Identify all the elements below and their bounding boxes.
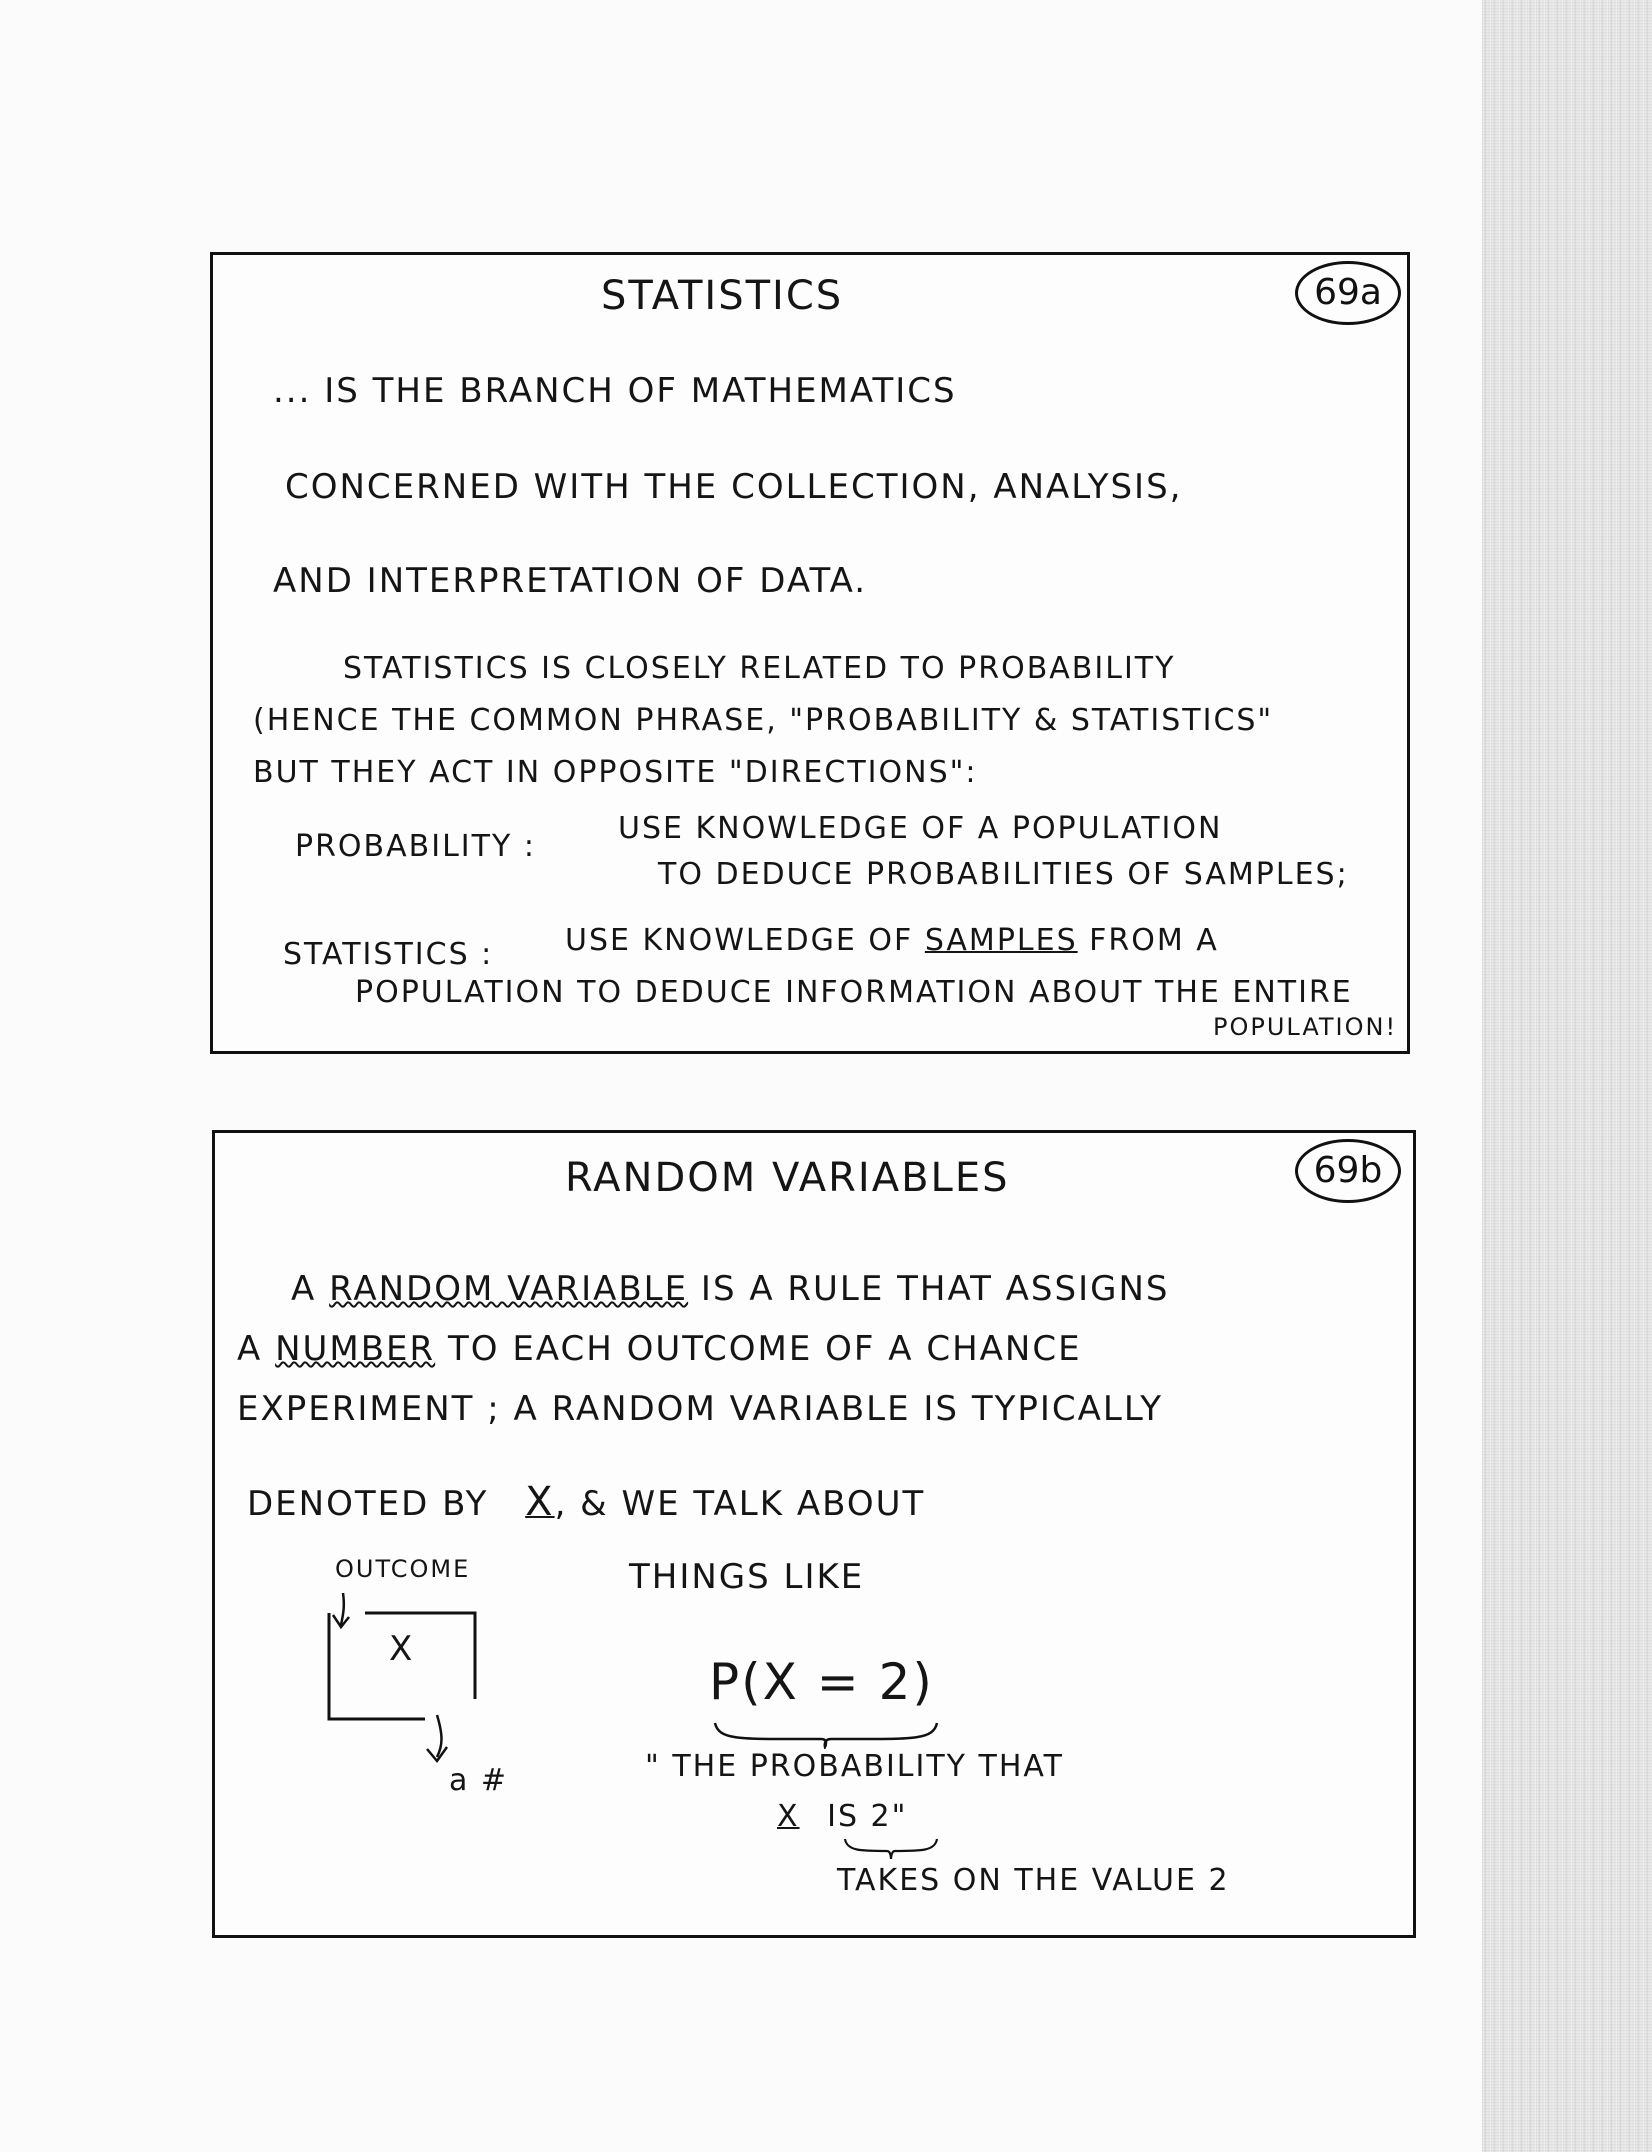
number-term: NUMBER — [275, 1329, 436, 1369]
statistics-line-1-pre: USE KNOWLEDGE OF — [565, 923, 914, 958]
definition-line-3: AND INTERPRETATION OF DATA. — [273, 561, 868, 601]
rv-line-2-pre: A — [237, 1329, 263, 1369]
rv-mapping-diagram — [315, 1585, 535, 1775]
quote-is-2: IS 2 — [827, 1799, 892, 1834]
probability-line-2: TO DEDUCE PROBABILITIES OF SAMPLES; — [658, 857, 1349, 892]
formula-brace — [711, 1719, 941, 1749]
random-variable-term: RANDOM VARIABLE — [329, 1269, 689, 1309]
probability-line-1: USE KNOWLEDGE OF A POPULATION — [618, 811, 1223, 846]
note-card-random-variables — [212, 1130, 1416, 1938]
diagram-x-symbol: X — [389, 1629, 415, 1669]
card-number-badge: 69a — [1295, 261, 1401, 325]
outcome-label: OUTCOME — [335, 1555, 471, 1583]
scan-edge-noise — [1482, 0, 1652, 2152]
note-card-statistics — [210, 252, 1410, 1054]
samples-underlined: SAMPLES — [924, 923, 1078, 958]
rv-line-4-post: , & WE TALK ABOUT — [554, 1484, 926, 1524]
statistics-line-1-post: FROM A — [1089, 923, 1219, 958]
rv-line-1 — [291, 1269, 1170, 1309]
rv-line-3: EXPERIMENT ; A RANDOM VARIABLE IS TYPICALLY — [237, 1389, 1164, 1429]
rv-line-2-post: TO EACH OUTCOME OF A CHANCE — [447, 1329, 1082, 1369]
result-number-label: a # — [449, 1763, 509, 1798]
quote-line-2 — [777, 1799, 907, 1834]
statistics-line-1 — [565, 923, 1219, 958]
relation-line-3: BUT THEY ACT IN OPPOSITE "DIRECTIONS": — [253, 755, 978, 790]
definition-line-1: ... IS THE BRANCH OF MATHEMATICS — [273, 371, 957, 411]
is-2-brace — [841, 1837, 941, 1861]
probability-formula: P(X = 2) — [709, 1653, 934, 1711]
rv-line-1-post: IS A RULE THAT ASSIGNS — [700, 1269, 1170, 1309]
quote-line-1: " THE PROBABILITY THAT — [645, 1749, 1064, 1784]
relation-line-1: STATISTICS IS CLOSELY RELATED TO PROBABILITY — [343, 651, 1176, 686]
x-symbol: X — [525, 1479, 555, 1525]
probability-label: PROBABILITY : — [295, 829, 536, 864]
statistics-line-2: POPULATION TO DEDUCE INFORMATION ABOUT THE ENTIRE — [355, 975, 1353, 1010]
quote-close: " — [891, 1799, 908, 1834]
relation-line-2: (HENCE THE COMMON PHRASE, "PROBABILITY & STATISTICS" — [253, 703, 1274, 738]
value-note: TAKES ON THE VALUE 2 — [837, 1863, 1230, 1898]
rv-line-2 — [237, 1329, 1082, 1369]
card-title: STATISTICS — [601, 273, 844, 319]
card-number-badge: 69b — [1295, 1139, 1401, 1203]
statistics-line-3: POPULATION! — [1213, 1013, 1398, 1041]
card-title: RANDOM VARIABLES — [565, 1155, 1010, 1201]
rv-line-4 — [247, 1479, 925, 1525]
rv-line-5: THINGS LIKE — [629, 1557, 865, 1597]
rv-line-1-pre: A — [291, 1269, 317, 1309]
definition-line-2: CONCERNED WITH THE COLLECTION, ANALYSIS, — [285, 467, 1183, 507]
rv-line-4-pre: DENOTED BY — [247, 1484, 489, 1524]
statistics-label: STATISTICS : — [283, 937, 494, 972]
quote-x-symbol: X — [777, 1799, 800, 1834]
